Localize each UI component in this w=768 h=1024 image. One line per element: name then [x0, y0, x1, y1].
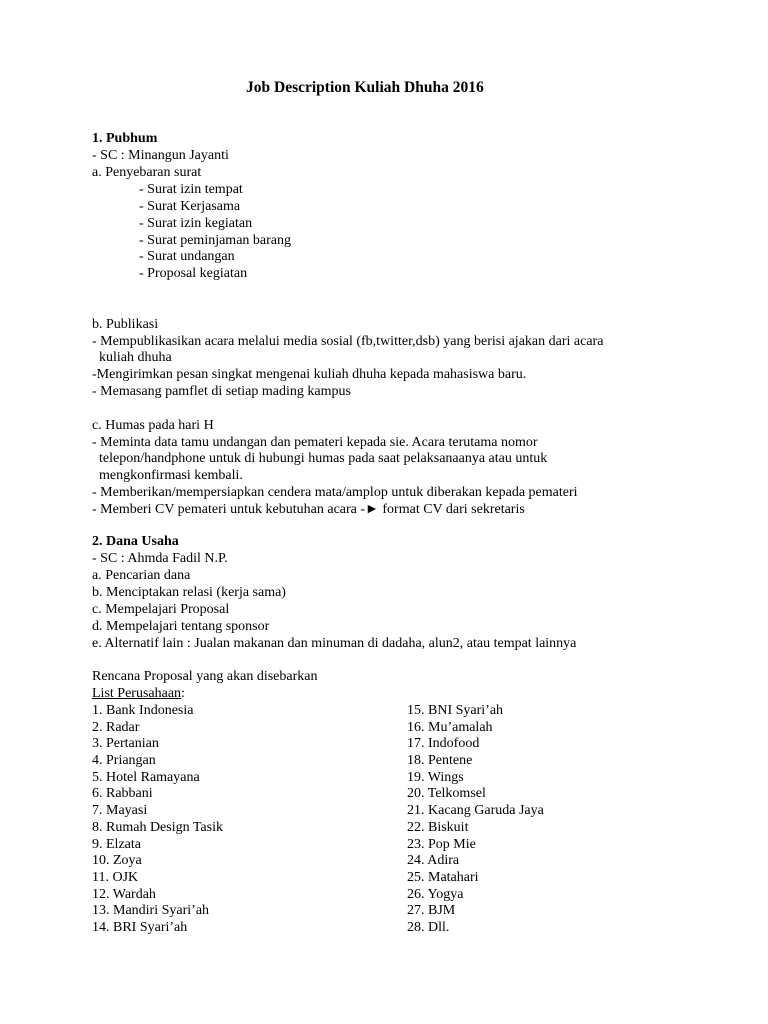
- list-item: 11. OJK: [92, 870, 139, 885]
- page-title: Job Description Kuliah Dhuha 2016: [246, 79, 484, 96]
- list-item: 8. Rumah Design Tasik: [92, 820, 223, 835]
- pubhum-b-title: b. Publikasi: [92, 317, 159, 332]
- list-item: 18. Pentene: [407, 753, 473, 768]
- list-item: - Surat izin kegiatan: [139, 216, 253, 231]
- list-item: 21. Kacang Garuda Jaya: [407, 803, 544, 818]
- list-item: 10. Zoya: [92, 853, 142, 868]
- list-item: 26. Yogya: [407, 887, 464, 902]
- list-item: 13. Mandiri Syari’ah: [92, 903, 210, 918]
- paragraph-line: a. Pencarian dana: [92, 568, 191, 583]
- list-item: 1. Bank Indonesia: [92, 703, 194, 718]
- paragraph-line: - Mempublikasikan acara melalui media sosial (fb,twitter,dsb) yang berisi ajakan dari acara: [92, 334, 604, 349]
- list-item: 16. Mu’amalah: [407, 720, 493, 735]
- list-item: - Surat peminjaman barang: [139, 233, 292, 248]
- list-item: 28. Dll.: [407, 920, 450, 935]
- list-item: 17. Indofood: [407, 736, 480, 751]
- paragraph-line: kuliah dhuha: [99, 350, 172, 365]
- paragraph-line: e. Alternatif lain : Jualan makanan dan minuman di dadaha, alun2, atau tempat lainnya: [92, 636, 577, 651]
- paragraph-line: - Meminta data tamu undangan dan pemateri kepada sie. Acara terutama nomor: [92, 435, 538, 450]
- list-item: 7. Mayasi: [92, 803, 148, 818]
- paragraph-line: telepon/handphone untuk di hubungi humas pada saat pelaksanaanya atau untuk: [99, 451, 548, 466]
- list-item: 22. Biskuit: [407, 820, 469, 835]
- list-item: - Proposal kegiatan: [139, 266, 248, 281]
- list-item: 19. Wings: [407, 770, 464, 785]
- pubhum-a-title: a. Penyebaran surat: [92, 165, 202, 180]
- paragraph-line: - Memberi CV pemateri untuk kebutuhan acara -► format CV dari sekretaris: [92, 502, 525, 517]
- list-item: 4. Priangan: [92, 753, 156, 768]
- section-heading-pubhum: 1. Pubhum: [92, 131, 158, 146]
- paragraph-line: b. Menciptakan relasi (kerja sama): [92, 585, 286, 600]
- list-title-colon: :: [181, 686, 185, 701]
- paragraph-line: mengkonfirmasi kembali.: [99, 468, 243, 483]
- rencana-proposal: Rencana Proposal yang akan disebarkan: [92, 669, 318, 684]
- list-perusahaan-title: [92, 686, 185, 702]
- paragraph-line: - Memberikan/mempersiapkan cendera mata/amplop untuk diberakan kepada pemateri: [92, 485, 578, 500]
- list-item: 20. Telkomsel: [407, 786, 486, 801]
- paragraph-line: d. Mempelajari tentang sponsor: [92, 619, 270, 634]
- list-item: 9. Elzata: [92, 837, 141, 852]
- paragraph-line: - Memasang pamflet di setiap mading kampus: [92, 384, 351, 399]
- list-item: - Surat Kerjasama: [139, 199, 241, 214]
- list-item: 15. BNI Syari’ah: [407, 703, 504, 718]
- list-item: 12. Wardah: [92, 887, 156, 902]
- list-item: 25. Matahari: [407, 870, 479, 885]
- pubhum-sc: - SC : Minangun Jayanti: [92, 148, 229, 163]
- pubhum-c-title: c. Humas pada hari H: [92, 418, 214, 433]
- list-item: 24. Adira: [407, 853, 460, 868]
- paragraph-line: -Mengirimkan pesan singkat mengenai kuliah dhuha kepada mahasiswa baru.: [92, 367, 527, 382]
- list-item: 27. BJM: [407, 903, 456, 918]
- list-item: 5. Hotel Ramayana: [92, 770, 200, 785]
- list-item: 23. Pop Mie: [407, 837, 476, 852]
- list-item: 3. Pertanian: [92, 736, 159, 751]
- paragraph-line: - SC : Ahmda Fadil N.P.: [92, 551, 228, 566]
- list-item: 6. Rabbani: [92, 786, 153, 801]
- paragraph-line: c. Mempelajari Proposal: [92, 602, 230, 617]
- list-item: - Surat izin tempat: [139, 182, 243, 197]
- list-item: - Surat undangan: [139, 249, 235, 264]
- list-item: 2. Radar: [92, 720, 140, 735]
- section-heading-dana-usaha: 2. Dana Usaha: [92, 534, 179, 549]
- list-item: 14. BRI Syari’ah: [92, 920, 188, 935]
- list-title-text: List Perusahaan: [92, 686, 182, 701]
